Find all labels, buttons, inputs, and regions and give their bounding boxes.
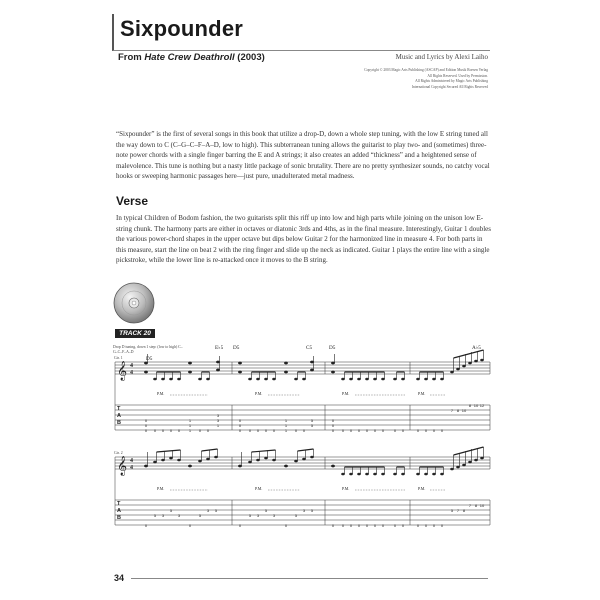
svg-text:5: 5 — [294, 513, 298, 518]
palm-mute-label: P.M. — [418, 486, 426, 491]
svg-text:1: 1 — [284, 418, 288, 423]
svg-text:0: 0 — [440, 523, 444, 528]
svg-text:3: 3 — [216, 418, 220, 423]
footer-rule — [131, 578, 488, 579]
svg-text:0: 0 — [381, 523, 385, 528]
tab-clef-letter: T — [117, 406, 121, 412]
chord-symbol: D5 — [233, 345, 240, 351]
svg-text:3: 3 — [161, 513, 165, 518]
svg-text:0: 0 — [432, 523, 436, 528]
palm-mute-label: P.M. — [255, 486, 263, 491]
treble-clef-icon — [117, 456, 127, 476]
guitar-2-label: Gtr. 2 — [114, 451, 123, 455]
tab-clef — [117, 406, 121, 427]
chord-symbol: C5 — [306, 345, 313, 351]
svg-text:5: 5 — [198, 513, 202, 518]
svg-text:5: 5 — [310, 423, 314, 428]
svg-text:1: 1 — [284, 428, 288, 433]
svg-text:0: 0 — [424, 523, 428, 528]
svg-text:0: 0 — [365, 523, 369, 528]
svg-text:0: 0 — [341, 428, 345, 433]
svg-text:0: 0 — [272, 428, 276, 433]
tab-numbers-system-2 — [145, 503, 485, 528]
album-name: Hate Crew Deathroll — [144, 52, 235, 63]
tuning-instruction: Drop D tuning, down 1 step: (low to high) C–G–C–F–A–D — [113, 345, 183, 354]
page-number: 34 — [114, 573, 125, 583]
svg-text:1: 1 — [188, 428, 192, 433]
palm-mute-label: P.M. — [255, 391, 263, 396]
svg-text:0: 0 — [349, 523, 353, 528]
svg-text:0: 0 — [144, 523, 148, 528]
svg-text:10: 10 — [479, 503, 485, 508]
track-badge: TRACK 20 — [115, 329, 155, 338]
svg-text:5: 5 — [310, 418, 314, 423]
svg-text:0: 0 — [365, 428, 369, 433]
svg-text:𝄞: 𝄞 — [117, 456, 128, 476]
svg-text:0: 0 — [238, 523, 242, 528]
svg-text:0: 0 — [331, 523, 335, 528]
svg-text:0: 0 — [401, 428, 405, 433]
svg-text:3: 3 — [216, 413, 220, 418]
svg-text:0: 0 — [401, 523, 405, 528]
svg-text:0: 0 — [416, 428, 420, 433]
chord-symbol: D5 — [146, 356, 153, 362]
tab-staff-1 — [115, 405, 490, 430]
intro-paragraph: “Sixpounder” is the first of several songs in this book that utilize a drop-D, down a whole step tuning, with the low E string tuned all the way down to C (C–G–C–F–A–D, low to high). This subterranean tuning allows the guitarist to play two- and (sometimes) three-note power chords with a single finger barring the E and A strings; it also creates an added “thickness” and a heightened sense of malevolence. This tune is nothing but a nasty little package of sonic brutality. There are no pretty synthesizer sounds, no catchy vocal hooks or sweeping harmonic passages here—just pure, unadulterated metal madness. — [116, 130, 490, 180]
tab-clef-letter: A — [117, 413, 121, 419]
svg-text:0: 0 — [264, 428, 268, 433]
svg-text:0: 0 — [424, 428, 428, 433]
time-signature-top: 4 — [130, 363, 133, 369]
song-credits: Music and Lyrics by Alexi Laiho — [395, 53, 488, 61]
svg-text:5: 5 — [450, 508, 454, 513]
svg-text:0: 0 — [357, 428, 361, 433]
svg-text:0: 0 — [416, 523, 420, 528]
svg-text:0: 0 — [432, 428, 436, 433]
svg-text:0: 0 — [188, 523, 192, 528]
chord-symbol: A♭5 — [472, 345, 481, 351]
svg-text:0: 0 — [206, 428, 210, 433]
from-prefix: From — [118, 52, 145, 63]
svg-text:10: 10 — [473, 403, 479, 408]
tab-clef-letter: T — [117, 501, 121, 507]
svg-text:7: 7 — [468, 503, 472, 508]
palm-mute-label: P.M. — [418, 391, 426, 396]
svg-text:0: 0 — [284, 523, 288, 528]
svg-text:0: 0 — [357, 523, 361, 528]
svg-text:3: 3 — [302, 508, 306, 513]
svg-text:0: 0 — [373, 428, 377, 433]
treble-clef-icon — [117, 361, 127, 381]
svg-text:1: 1 — [188, 418, 192, 423]
svg-text:1: 1 — [284, 423, 288, 428]
verse-paragraph: In typical Children of Bodom fashion, the two guitarists split this riff up into low and high parts while joining on the unison low E-string chunk. The harmony parts are either in octaves or diatonic 3rds and 4ths, as in the final measure. Interestingly, Guitar 1 doubles the various power-chord shapes in the upper octave but dips below Guitar 2 for the harmonized line in measure 4. For both parts in this measure, start the line on beat 2 with the ring finger and slide up the neck as indicated. Guitar 1 plays the entire line with a single pickstroke, while the lower line is re-attacked once it moves to the B string. — [116, 214, 491, 264]
svg-text:0: 0 — [161, 428, 165, 433]
svg-text:8: 8 — [474, 503, 478, 508]
svg-text:0: 0 — [373, 523, 377, 528]
time-signature-bottom: 4 — [130, 370, 133, 376]
svg-text:0: 0 — [302, 428, 306, 433]
svg-text:0: 0 — [381, 428, 385, 433]
svg-text:8: 8 — [456, 408, 460, 413]
svg-text:8: 8 — [468, 403, 472, 408]
svg-text:0: 0 — [238, 423, 242, 428]
tab-numbers-system-1 — [145, 403, 485, 433]
copyright-line: All Rights Reserved. Used by Permission. — [427, 73, 488, 78]
tab-clef-letter: B — [117, 420, 121, 426]
svg-text:8: 8 — [462, 508, 466, 513]
album-year: (2003) — [234, 52, 265, 63]
svg-text:7: 7 — [456, 508, 460, 513]
svg-text:0: 0 — [393, 523, 397, 528]
svg-text:𝄞: 𝄞 — [117, 361, 128, 381]
song-title: Sixpounder — [120, 16, 244, 41]
svg-text:0: 0 — [153, 428, 157, 433]
palm-mute-label: P.M. — [342, 486, 350, 491]
palm-mute-label: P.M. — [157, 486, 165, 491]
svg-text:0: 0 — [256, 428, 260, 433]
svg-text:5: 5 — [169, 508, 173, 513]
svg-text:0: 0 — [198, 428, 202, 433]
svg-text:0: 0 — [341, 523, 345, 528]
notes-system-2 — [144, 447, 483, 475]
svg-text:0: 0 — [177, 428, 181, 433]
svg-text:5: 5 — [153, 513, 157, 518]
svg-text:0: 0 — [331, 428, 335, 433]
svg-text:3: 3 — [256, 513, 260, 518]
svg-text:12: 12 — [479, 403, 485, 408]
svg-text:3: 3 — [206, 508, 210, 513]
chord-symbol: E♭5 — [215, 345, 224, 351]
svg-text:3: 3 — [272, 513, 276, 518]
svg-text:0: 0 — [238, 428, 242, 433]
svg-text:0: 0 — [349, 428, 353, 433]
copyright-line: International Copyright Secured All Rights Reserved — [411, 84, 488, 89]
svg-text:5: 5 — [214, 508, 218, 513]
svg-text:0: 0 — [238, 418, 242, 423]
svg-text:0: 0 — [331, 418, 335, 423]
time-signature-top: 4 — [130, 458, 133, 464]
tab-clef-letter: B — [117, 515, 121, 521]
svg-text:5: 5 — [310, 508, 314, 513]
guitar-1-label: Gtr. 1 — [114, 356, 123, 360]
svg-text:5: 5 — [248, 513, 252, 518]
svg-text:0: 0 — [248, 428, 252, 433]
section-heading-verse: Verse — [116, 194, 149, 208]
svg-text:0: 0 — [144, 423, 148, 428]
svg-text:5: 5 — [264, 508, 268, 513]
chord-symbol: D5 — [329, 345, 336, 351]
svg-text:0: 0 — [294, 428, 298, 433]
svg-text:1: 1 — [216, 423, 220, 428]
svg-text:1: 1 — [188, 423, 192, 428]
svg-text:0: 0 — [144, 428, 148, 433]
time-signature-bottom: 4 — [130, 465, 133, 471]
palm-mute-label: P.M. — [342, 391, 350, 396]
palm-mute-label: P.M. — [157, 391, 165, 396]
copyright-line: All Rights Administered by Magic Arts Publishing — [415, 79, 488, 84]
copyright-line: Copyright © 2003 Magic Arts Publishing (ASCAP) and Edition Musik Roesen Verlag — [364, 68, 488, 72]
tab-clef — [117, 501, 121, 522]
svg-text:7: 7 — [450, 408, 454, 413]
svg-text:0: 0 — [331, 423, 335, 428]
svg-text:3: 3 — [177, 513, 181, 518]
svg-text:0: 0 — [440, 428, 444, 433]
tab-clef-letter: A — [117, 508, 121, 514]
svg-text:0: 0 — [393, 428, 397, 433]
svg-text:10: 10 — [461, 408, 467, 413]
svg-text:0: 0 — [144, 418, 148, 423]
svg-text:0: 0 — [169, 428, 173, 433]
